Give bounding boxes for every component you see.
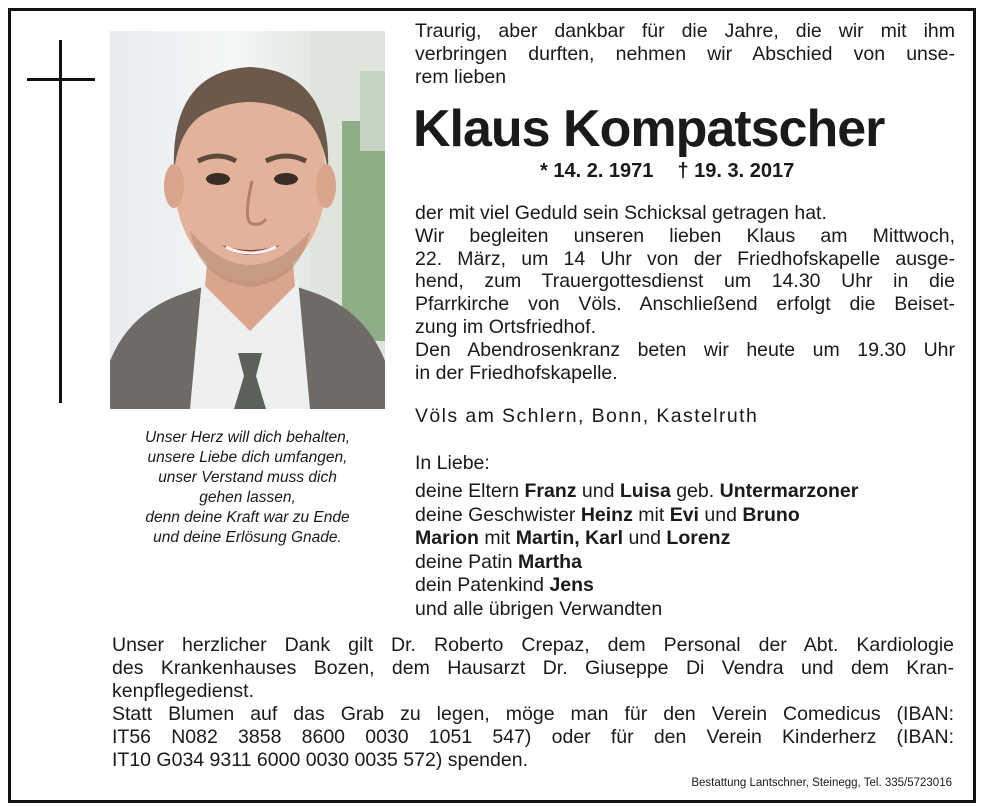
intro-line: rem lieben <box>415 66 507 88</box>
body-line: der mit viel Geduld sein Schicksal getragen hat. <box>415 202 827 224</box>
family-line <box>415 551 960 575</box>
family-text: mit <box>632 503 670 526</box>
family-line: und alle übrigen Verwandten <box>415 597 663 620</box>
poem-line: und deine Erlösung Gnade. <box>153 529 342 546</box>
family-member-name: Jens <box>549 574 594 596</box>
body-line: Pfarrkirche von Völs. Anschließend erfolgt die Beiset- <box>415 293 955 316</box>
family-line <box>415 504 960 528</box>
family-text: deine Eltern <box>415 480 525 502</box>
family-member-name: Luisa <box>619 480 671 502</box>
footer-line: Unser herzlicher Dank gilt Dr. Roberto Crepaz, dem Personal der Abt. Kardiologie <box>112 634 954 656</box>
death-date: † 19. 3. 2017 <box>677 160 795 182</box>
funeral-details <box>415 202 955 384</box>
thanks-and-donations <box>112 634 954 772</box>
family-list <box>415 480 960 621</box>
footer-line: des Krankenhauses Bozen, dem Hausarzt Dr. Giuseppe Di Vendra und dem Kran- <box>112 657 954 679</box>
footer-line: Statt Blumen auf das Grab zu legen, möge man für den Verein Comedicus (IBAN: <box>112 703 954 725</box>
family-text: deine Patin <box>415 550 518 573</box>
footer-line: kenpflegedienst. <box>112 680 255 702</box>
family-line <box>415 480 960 504</box>
family-line <box>415 527 960 551</box>
body-line: Den Abendrosenkranz beten wir heute um 19.30 Uhr <box>415 338 955 361</box>
family-member-name: Martin, Karl <box>515 527 624 549</box>
birth-date: * 14. 2. 1971 <box>540 160 654 182</box>
memorial-poem <box>110 428 385 548</box>
family-text: dein Patenkind <box>415 574 550 596</box>
family-member-name: Lorenz <box>666 527 731 549</box>
footer-line: IT56 N082 3858 8600 0030 1051 547) oder für den Verein Kinderherz (IBAN: <box>112 726 954 748</box>
footer-line: IT10 G034 9311 6000 0030 0035 572) spenden. <box>112 749 528 771</box>
body-line: hend, zum Trauergottesdienst um 14.30 Uhr in die <box>415 270 955 293</box>
poem-line: denn deine Kraft war zu Ende <box>145 509 350 526</box>
family-text: und <box>623 527 667 549</box>
family-member-name: Martha <box>518 550 582 573</box>
life-dates <box>540 160 794 183</box>
cross-horizontal-bar <box>27 78 95 81</box>
family-text: geb. <box>670 480 720 502</box>
intro-text <box>415 20 955 89</box>
body-line: Wir begleiten unseren lieben Klaus am Mittwoch, <box>415 224 955 247</box>
body-line: zung im Ortsfriedhof. <box>415 315 596 338</box>
intro-line: verbringen durften, nehmen wir Abschied von unse- <box>415 43 955 65</box>
poem-line: gehen lassen, <box>199 489 296 506</box>
family-member-name: Marion <box>415 527 479 549</box>
in-liebe-heading: In Liebe: <box>415 452 490 474</box>
family-text: deine Geschwister <box>415 503 581 526</box>
family-member-name: Franz <box>524 480 577 502</box>
cross-vertical-bar <box>59 40 62 403</box>
family-text: und <box>576 480 620 502</box>
poem-line: unsere Liebe dich umfangen, <box>147 449 348 466</box>
family-member-name: Bruno <box>742 503 800 526</box>
body-line: in der Friedhofskapelle. <box>415 361 618 384</box>
poem-line: unser Verstand muss dich <box>158 469 337 486</box>
undertaker-credit: Bestattung Lantschner, Steinegg, Tel. 335/5723016 <box>691 777 952 789</box>
place-line: Völs am Schlern, Bonn, Kastelruth <box>415 405 759 427</box>
portrait-photo <box>110 31 385 409</box>
family-member-name: Heinz <box>580 503 633 526</box>
poem-line: Unser Herz will dich behalten, <box>144 429 351 446</box>
family-text: mit <box>478 527 516 549</box>
family-line <box>415 574 960 598</box>
family-text: und <box>698 503 743 526</box>
family-member-name: Untermarzoner <box>719 480 859 502</box>
body-line: 22. März, um 14 Uhr von der Friedhofskapelle ausge- <box>415 247 955 270</box>
intro-line: Traurig, aber dankbar für die Jahre, die wir mit ihm <box>415 20 955 42</box>
deceased-name: Klaus Kompatscher <box>413 100 885 158</box>
family-member-name: Evi <box>669 503 699 526</box>
